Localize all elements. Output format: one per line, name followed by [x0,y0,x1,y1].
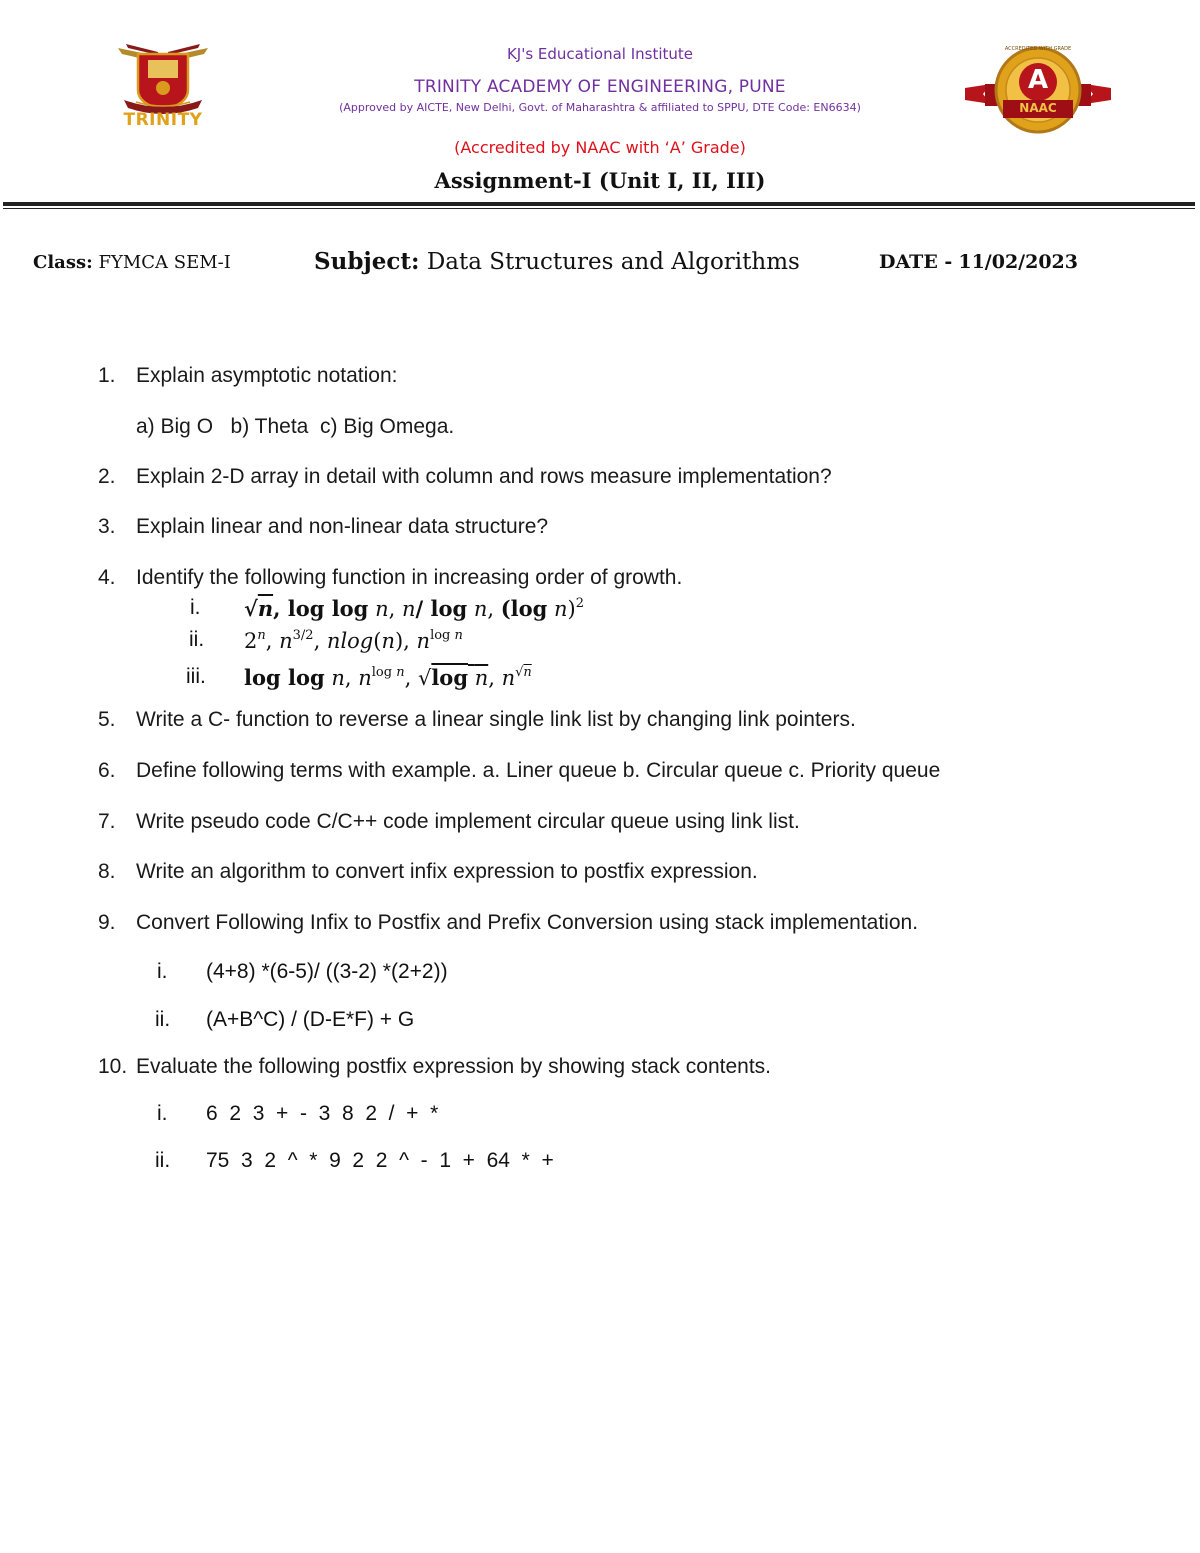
question-text: Explain linear and non-linear data structure? [136,515,549,538]
roman-numeral: ii. [189,628,205,651]
question-number: 2. [98,465,116,488]
institute-name: KJ's Educational Institute [506,45,694,63]
naac-ring-text: ACCREDITED WITH GRADE [1004,46,1072,52]
roman-numeral: ii. [155,1149,171,1172]
expression: 75 3 2 ^ * 9 2 2 ^ - 1 + 64 * + [206,1149,554,1172]
math-expression: √n, log log n, n/ log n, (log n)$^2$ [244,596,585,621]
question-4-item [0,596,1200,626]
class-label: Class: [33,252,93,273]
question-text: Evaluate the following postfix expression by showing stack contents. [136,1055,772,1078]
accreditation-line: (Accredited by NAAC with ‘A’ Grade) [454,138,746,157]
question-number: 6. [98,759,116,782]
question-number: 7. [98,810,116,833]
college-name: TRINITY ACADEMY OF ENGINEERING, PUNE [414,77,786,97]
question-text: Write pseudo code C/C++ code implement circular queue using link list. [136,810,800,833]
roman-numeral: i. [157,1102,168,1125]
header-rule-thin [3,208,1195,209]
question-number: 10. [98,1055,128,1078]
question-6 [0,759,1200,785]
question-text: Write a C- function to reverse a linear single link list by changing link pointers. [136,708,856,731]
roman-numeral: iii. [186,665,206,688]
question-text: Write an algorithm to convert infix expression to postfix expression. [136,860,758,883]
question-10-item [0,1149,1200,1175]
approval-line: (Approved by AICTE, New Delhi, Govt. of Maharashtra & affiliated to SPPU, DTE Code: EN6634) [339,101,861,114]
subject-info [314,248,800,275]
header-rule-thick [3,202,1195,206]
question-number: 5. [98,708,116,731]
question-number: 1. [98,364,116,387]
question-4-item [0,665,1200,695]
date-label: DATE - [879,251,953,273]
assignment-title: Assignment-I (Unit I, II, III) [434,168,766,193]
question-text: Explain 2-D array in detail with column and rows measure implementation? [136,465,832,488]
date-info [879,251,1078,273]
question-2 [0,465,1200,491]
naac-grade-text: A [1027,65,1049,95]
question-10-item [0,1102,1200,1128]
question-number: 9. [98,911,116,934]
expression: (4+8) *(6-5)/ ((3-2) *(2+2)) [206,960,448,983]
question-number: 8. [98,860,116,883]
question-number: 4. [98,566,116,589]
roman-numeral: i. [157,960,168,983]
question-1-options: a) Big O b) Theta c) Big Omega. [136,415,455,438]
question-4 [0,566,1200,592]
subject-label: Subject: [314,248,420,275]
naac-band-text: NAAC [1019,101,1057,115]
roman-numeral: i. [190,596,201,619]
question-5 [0,708,1200,734]
question-10 [0,1055,1200,1081]
question-number: 3. [98,515,116,538]
expression: (A+B^C) / (D-E*F) + G [206,1008,415,1031]
question-7 [0,810,1200,836]
question-text: Explain asymptotic notation: [136,364,398,387]
trinity-logo-text: TRINITY [123,110,203,130]
question-3 [0,515,1200,541]
math-expression: 2$^n$, $n^{3/2}$, nlog(n), $n^{log n}$ [244,628,463,653]
question-8 [0,860,1200,886]
roman-numeral: ii. [155,1008,171,1031]
question-9-item [0,960,1200,986]
math-expression: log log n, $n^{log n}$, √log n, $n^{√n}$ [244,665,532,690]
class-value: FYMCA SEM-I [98,252,231,273]
question-text: Identify the following function in increasing order of growth. [136,566,683,589]
class-info [33,252,231,273]
expression: 6 2 3 + - 3 8 2 / + * [206,1102,439,1125]
question-4-item [0,628,1200,658]
date-value: 11/02/2023 [958,251,1078,273]
question-text: Define following terms with example. a. Liner queue b. Circular queue c. Priority queue [136,759,941,782]
question-9-item [0,1008,1200,1034]
question-1 [0,364,1200,390]
question-9 [0,911,1200,937]
question-text: Convert Following Infix to Postfix and Prefix Conversion using stack implementation. [136,911,919,934]
subject-value: Data Structures and Algorithms [426,249,800,275]
